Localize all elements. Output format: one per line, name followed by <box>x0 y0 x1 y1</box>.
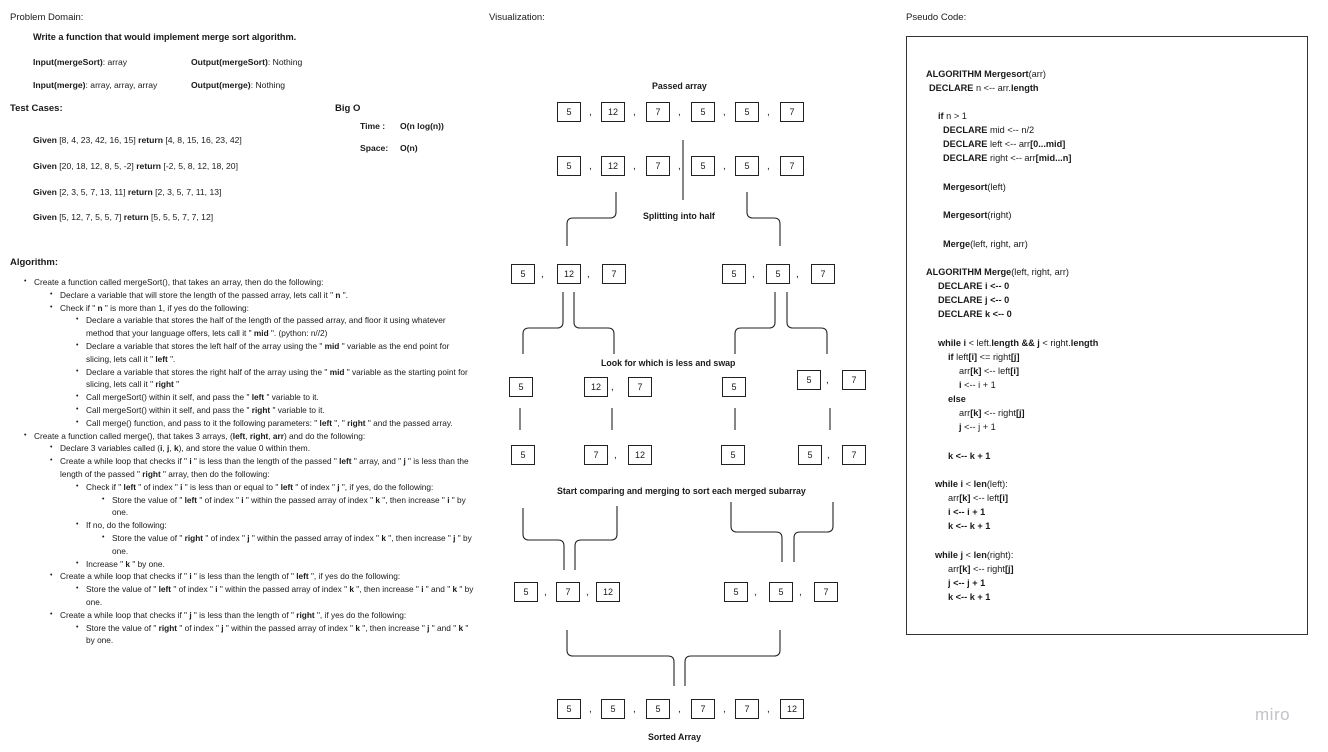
code-line: j <-- j + 1 <box>948 578 986 588</box>
array-cell: 5 <box>511 264 535 284</box>
array-cell: 5 <box>724 582 748 602</box>
comma: , <box>752 269 755 280</box>
code-line: while i < left.length && j < right.length <box>938 338 1099 348</box>
list-item: • Store the value of " right " of index " j " within the passed array of index " k ", then increase " j " by one. <box>102 532 475 558</box>
merge-connector <box>731 502 782 562</box>
array-cell: 7 <box>646 156 670 176</box>
code-line: DECLARE k <-- 0 <box>938 309 1012 319</box>
comma: , <box>589 107 592 118</box>
test-case: Given [8, 4, 23, 42, 16, 15] return [4, 8, 15, 16, 23, 42] <box>33 135 242 145</box>
array-cell: 5 <box>601 699 625 719</box>
list-item: • Create a function called merge(), that takes 3 arrays, (left, right, arr) and do the following: • Declare 3 variables called (i, j, k), and store the value 0 within them. • Create a while loop that checks if " i " is less than the length of the passed " left " array, and " j " is less than the length of the passed " right " array, then do the following: • Check if " left " of index " i " is less than or equal to " left " of index " j ", if yes, do the following: • Store the value of " left " of index " i " within the passed array of index " k ", then increase " i " by one. • If no, do the following: • Store the value of " right " of index " j " within the passed array of index " k ", then increase " j " by one. • Increase " k " by one. • Create a while loop that checks if " i " is less than the length of " left ", if yes do the following: • Store the value of " left " of index " i " within the passed array of index " k ", then increase " i " and " k " by one. • Create a while loop that checks if " j " is less than the length of " right ", if yes do the following: • Store the value of " right " of index " j " within the passed array of index " k ", then increase " j " and " k " by one. <box>24 430 475 648</box>
array-cell: 5 <box>769 582 793 602</box>
comma: , <box>614 450 617 461</box>
visualization-heading: Visualization: <box>489 12 545 23</box>
array-cell: 7 <box>811 264 835 284</box>
code-line: k <-- k + 1 <box>948 451 991 461</box>
test-case: Given [5, 12, 7, 5, 5, 7] return [5, 5, 5, 7, 7, 12] <box>33 212 214 222</box>
array-cell: 12 <box>601 156 625 176</box>
code-line: DECLARE n <-- arr.length <box>929 83 1039 93</box>
merge-connector <box>523 508 564 570</box>
space-value: O(n) <box>400 143 418 153</box>
comma: , <box>796 269 799 280</box>
list-item: • Store the value of " right " of index " j " within the passed array of index " k ", then increase " j " and " k " by one. <box>76 622 475 648</box>
array-cell: 5 <box>646 699 670 719</box>
array-cell: 5 <box>511 445 535 465</box>
split-connector <box>747 192 780 246</box>
code-line: arr[k] <-- right[j] <box>948 564 1014 574</box>
list-item: • Store the value of " left " of index " i " within the passed array of index " k ", then increase " i " by one. <box>102 494 475 520</box>
list-item: • Declare a variable that stores the half of the length of the passed array, and floor it using whatever method that your language offers, lets call it " mid ". (python: n//2) <box>76 314 475 340</box>
comma: , <box>827 450 830 461</box>
array-cell: 7 <box>814 582 838 602</box>
array-cell: 5 <box>557 102 581 122</box>
time-label: Time : <box>360 121 386 131</box>
comma: , <box>767 107 770 118</box>
big-o-heading: Big O <box>335 103 361 114</box>
list-item: • Check if " n " is more than 1, if yes do the following: • Declare a variable that stores the half of the length of the passed array, and floor it using whatever method that your language offers, lets call it " mid ". (python: n//2) • Declare a variable that stores the left half of the array using the " mid " variable as the end point for slicing, lets call it " left ". • Declare a variable that stores the right half of the array using the " mid " variable as the starting point for slicing, lets call it " right " • Call mergeSort() within it self, and pass the " left " variable to it. • Call mergeSort() within it self, and pass the " right " variable to it. • Call merge() function, and pass to it the following parameters: " left ", " right " and the passed array. <box>50 302 475 430</box>
array-cell: 7 <box>628 377 652 397</box>
array-cell: 12 <box>628 445 652 465</box>
code-line: DECLARE left <-- arr[0...mid] <box>943 139 1066 149</box>
comma: , <box>633 107 636 118</box>
array-cell: 5 <box>691 102 715 122</box>
code-line: i <-- i + 1 <box>948 507 986 517</box>
code-line: DECLARE right <-- arr[mid...n] <box>943 153 1072 163</box>
comma: , <box>611 382 614 393</box>
array-cell: 5 <box>557 156 581 176</box>
comma: , <box>826 375 829 386</box>
comma: , <box>723 161 726 172</box>
array-cell: 12 <box>584 377 608 397</box>
comma: , <box>586 587 589 598</box>
list-item: • Call merge() function, and pass to it the following parameters: " left ", " right " and the passed array. <box>76 417 475 430</box>
code-line: ALGORITHM Merge(left, right, arr) <box>926 267 1069 277</box>
comma: , <box>633 161 636 172</box>
array-cell: 5 <box>797 370 821 390</box>
array-cell: 5 <box>721 445 745 465</box>
array-cell: 12 <box>596 582 620 602</box>
input-merge: Input(merge): array, array, array <box>33 80 158 90</box>
code-line: ALGORITHM Mergesort(arr) <box>926 69 1046 79</box>
code-line: if n > 1 <box>938 111 967 121</box>
code-line: DECLARE mid <-- n/2 <box>943 125 1035 135</box>
space-label: Space: <box>360 143 389 153</box>
comma: , <box>544 587 547 598</box>
array-cell: 5 <box>735 102 759 122</box>
array-cell: 7 <box>780 156 804 176</box>
code-line: arr[k] <-- left[i] <box>959 366 1019 376</box>
array-cell: 5 <box>798 445 822 465</box>
list-item: • Check if " left " of index " i " is less than or equal to " left " of index " j ", if yes, do the following: • Store the value of " left " of index " i " within the passed array of index " k ", then increase " i " by one. <box>76 481 475 519</box>
split-label: Splitting into half <box>643 211 715 221</box>
comma: , <box>723 704 726 715</box>
merge-connector <box>794 502 833 562</box>
swap-connector <box>787 292 827 354</box>
comma: , <box>589 704 592 715</box>
code-line: k <-- k + 1 <box>948 592 991 602</box>
pseudo-code-box <box>906 36 1308 635</box>
array-cell: 5 <box>766 264 790 284</box>
code-line: DECLARE i <-- 0 <box>938 281 1010 291</box>
array-cell: 7 <box>556 582 580 602</box>
array-cell: 5 <box>514 582 538 602</box>
array-cell: 7 <box>842 445 866 465</box>
code-line: arr[k] <-- right[j] <box>959 408 1025 418</box>
pseudo-code-heading: Pseudo Code: <box>906 12 967 23</box>
array-cell: 7 <box>646 102 670 122</box>
list-item: • Call mergeSort() within it self, and pass the " left " variable to it. <box>76 391 475 404</box>
list-item: • If no, do the following: • Store the value of " right " of index " j " within the passed array of index " k ", then increase " j " by one. <box>76 519 475 557</box>
array-cell: 7 <box>602 264 626 284</box>
passed-array-label: Passed array <box>652 81 707 91</box>
comma: , <box>678 704 681 715</box>
merge-label: Start comparing and merging to sort each merged subarray <box>557 486 806 496</box>
algorithm-heading: Algorithm: <box>10 257 59 268</box>
array-cell: 12 <box>557 264 581 284</box>
final-connector <box>567 630 674 686</box>
test-cases-heading: Test Cases: <box>10 103 63 114</box>
code-line: arr[k] <-- left[i] <box>948 493 1008 503</box>
swap-connector <box>523 292 563 354</box>
array-cell: 5 <box>557 699 581 719</box>
array-cell: 7 <box>691 699 715 719</box>
code-line: k <-- k + 1 <box>948 521 991 531</box>
list-item: • Create a while loop that checks if " i " is less than the length of the passed " left " array, and " j " is less than the length of the passed " right " array, then do the following: • Check if " left " of index " i " is less than or equal to " left " of index " j ", if yes, do the following: • Store the value of " left " of index " i " within the passed array of index " k ", then increase " i " by one. • If no, do the following: • Store the value of " right " of index " j " within the passed array of index " k ", then increase " j " by one. • Increase " k " by one. <box>50 455 475 570</box>
input-mergesort: Input(mergeSort): array <box>33 57 128 67</box>
problem-domain-heading: Problem Domain: <box>10 12 84 23</box>
comma: , <box>678 107 681 118</box>
swap-connector <box>574 292 614 354</box>
array-cell: 7 <box>780 102 804 122</box>
code-line: while j < len(right): <box>935 550 1014 560</box>
test-case: Given [2, 3, 5, 7, 13, 11] return [2, 3, 5, 7, 11, 13] <box>33 187 222 197</box>
test-case: Given [20, 18, 12, 8, 5, -2] return [-2, 5, 8, 12, 18, 20] <box>33 161 238 171</box>
comma: , <box>767 161 770 172</box>
output-merge: Output(merge): Nothing <box>191 80 286 90</box>
comma: , <box>589 161 592 172</box>
sorted-array-label: Sorted Array <box>648 732 701 742</box>
comma: , <box>633 704 636 715</box>
code-line: else <box>948 394 966 404</box>
code-line: Merge(left, right, arr) <box>943 239 1028 249</box>
array-cell: 5 <box>735 156 759 176</box>
code-line: i <-- i + 1 <box>959 380 996 390</box>
array-cell: 7 <box>584 445 608 465</box>
comma: , <box>723 107 726 118</box>
list-item: • Declare a variable that will store the length of the passed array, lets call it " n ". <box>50 289 475 302</box>
list-item: • Create a function called mergeSort(), that takes an array, then do the following: • Declare a variable that will store the length of the passed array, lets call it " n ". • Check if " n " is more than 1, if yes do the following: • Declare a variable that stores the half of the length of the passed array, and floor it using whatever method that your language offers, lets call it " mid ". (python: n//2) • Declare a variable that stores the left half of the array using the " mid " variable as the end point for slicing, lets call it " left ". • Declare a variable that stores the right half of the array using the " mid " variable as the starting point for slicing, lets call it " right " • Call mergeSort() within it self, and pass the " left " variable to it. • Call mergeSort() within it self, and pass the " right " variable to it. • Call merge() function, and pass to it the following parameters: " left ", " right " and the passed array. <box>24 276 475 430</box>
swap-connector <box>735 292 775 354</box>
array-cell: 5 <box>691 156 715 176</box>
comma: , <box>799 587 802 598</box>
comma: , <box>767 704 770 715</box>
list-item: • Declare a variable that stores the right half of the array using the " mid " variable as the starting point for slicing, lets call it " right " <box>76 366 475 392</box>
comma: , <box>754 587 757 598</box>
code-line: while i < len(left): <box>935 479 1008 489</box>
list-item: • Declare a variable that stores the left half of the array using the " mid " variable as the end point for slicing, lets call it " left ". <box>76 340 475 366</box>
array-cell: 7 <box>842 370 866 390</box>
code-line: DECLARE j <-- 0 <box>938 295 1010 305</box>
array-cell: 12 <box>601 102 625 122</box>
final-connector <box>685 630 780 686</box>
problem-statement: Write a function that would implement merge sort algorithm. <box>33 32 297 42</box>
list-item: • Call mergeSort() within it self, and pass the " right " variable to it. <box>76 404 475 417</box>
list-item: • Declare 3 variables called (i, j, k), and store the value 0 within them. <box>50 442 475 455</box>
output-mergesort: Output(mergeSort): Nothing <box>191 57 303 67</box>
code-line: if left[i] <= right[j] <box>948 352 1020 362</box>
array-cell: 5 <box>509 377 533 397</box>
array-cell: 7 <box>735 699 759 719</box>
swap-label: Look for which is less and swap <box>601 358 736 368</box>
split-connector <box>567 192 616 246</box>
comma: , <box>541 269 544 280</box>
code-line: Mergesort(left) <box>943 182 1006 192</box>
comma: , <box>587 269 590 280</box>
list-item: • Increase " k " by one. <box>76 558 475 571</box>
code-line: j <-- j + 1 <box>959 422 996 432</box>
merge-connector <box>575 506 617 570</box>
miro-watermark: miro <box>1255 705 1291 724</box>
time-value: O(n log(n)) <box>400 121 444 131</box>
list-item: • Store the value of " left " of index " i " within the passed array of index " k ", then increase " i " and " k " by one. <box>76 583 475 609</box>
code-line: Mergesort(right) <box>943 210 1012 220</box>
list-item: • Create a while loop that checks if " i " is less than the length of " left ", if yes do the following: • Store the value of " left " of index " i " within the passed array of index " k ", then increase " i " and " k " by one. <box>50 570 475 608</box>
list-item: • Create a while loop that checks if " j " is less than the length of " right ", if yes do the following: • Store the value of " right " of index " j " within the passed array of index " k ", then increase " j " and " k " by one. <box>50 609 475 647</box>
array-cell: 12 <box>780 699 804 719</box>
array-cell: 5 <box>722 264 746 284</box>
array-cell: 5 <box>722 377 746 397</box>
comma: , <box>678 161 681 172</box>
